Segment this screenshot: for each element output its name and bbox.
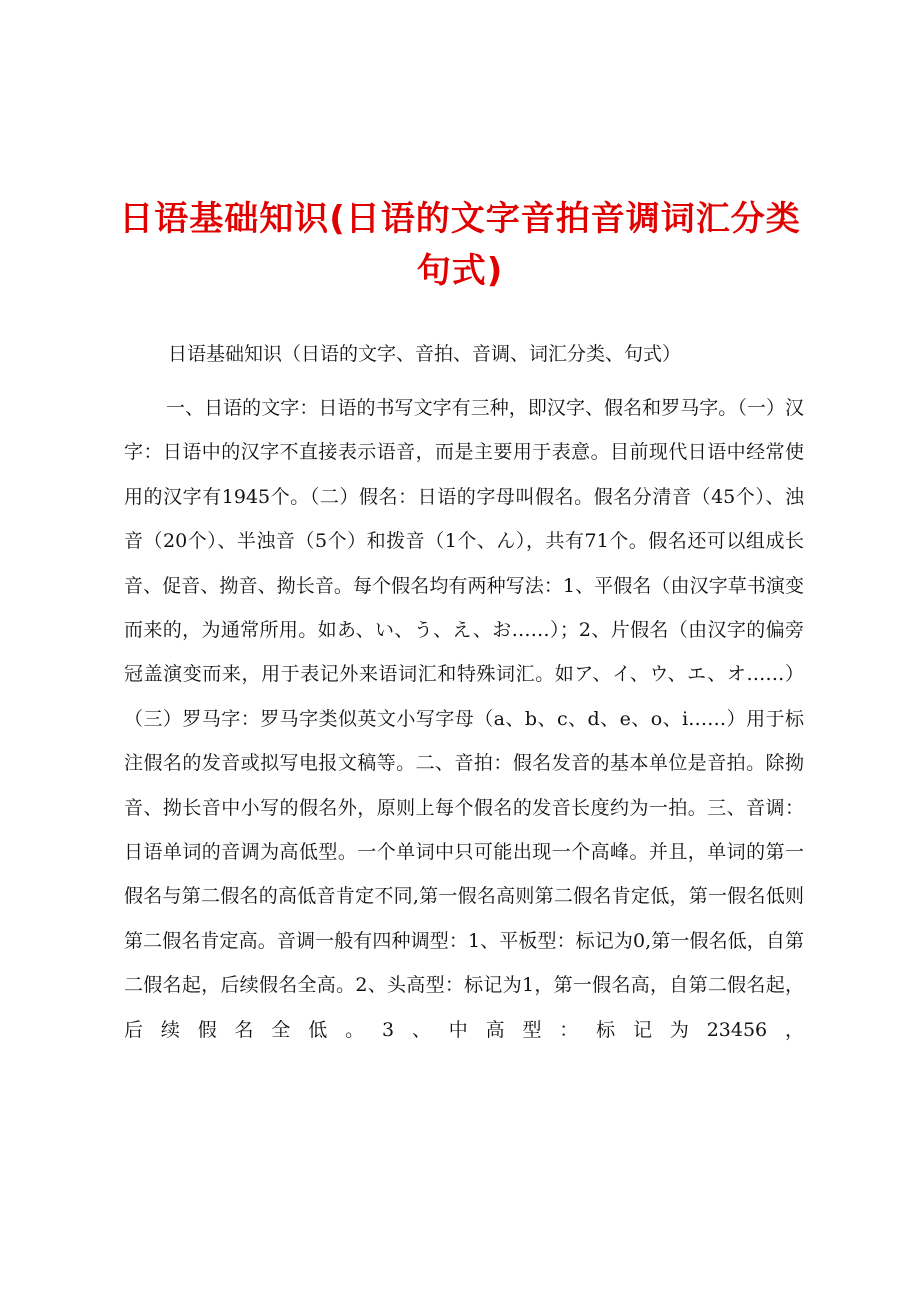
- document-title: 日语基础知识(日语的文字音拍音调词汇分类句式): [119, 199, 801, 291]
- document-subtitle: 日语基础知识（日语的文字、音拍、音调、词汇分类、句式）: [168, 343, 682, 365]
- document-body-paragraph: 一、日语的文字：日语的书写文字有三种，即汉字、假名和罗马字。（一）汉字：日语中的汉字不直接表示语音，而是主要用于表意。目前现代日语中经常使用的汉字有1945个。（二）假名：日语的字母叫假名。假名分清音（45个）、浊音（20个）、半浊音（5个）和拨音（1个、ん），共有71个。假名还可以组成长音、促音、拗音、拗长音。每个假名均有两种写法：1、平假名（由汉字草书演变而来的，为通常所用。如あ、い、う、え、お……）；2、片假名（由汉字的偏旁冠盖演变而来，用于表记外来语词汇和特殊词汇。如ア、イ、ウ、エ、オ……）（三）罗马字：罗马字类似英文小写字母（a、b、c、d、e、o、i……）用于标注假名的发音或拟写电报文稿等。二、音拍：假名发音的基本单位是音拍。除拗音、拗长音中小写的假名外，原则上每个假名的发音长度约为一拍。三、音调：日语单词的音调为高低型。一个单词中只可能出现一个高峰。并且，单词的第一假名与第二假名的高低音肯定不同,第一假名高则第二假名肯定低，第一假名低则第二假名肯定高。音调一般有四种调型：1、平板型：标记为0,第一假名低，自第二假名起，后续假名全高。2、头高型：标记为1，第一假名高，自第二假名起，后续假名全低。3、中高型：标记为23456，: [124, 397, 804, 1041]
